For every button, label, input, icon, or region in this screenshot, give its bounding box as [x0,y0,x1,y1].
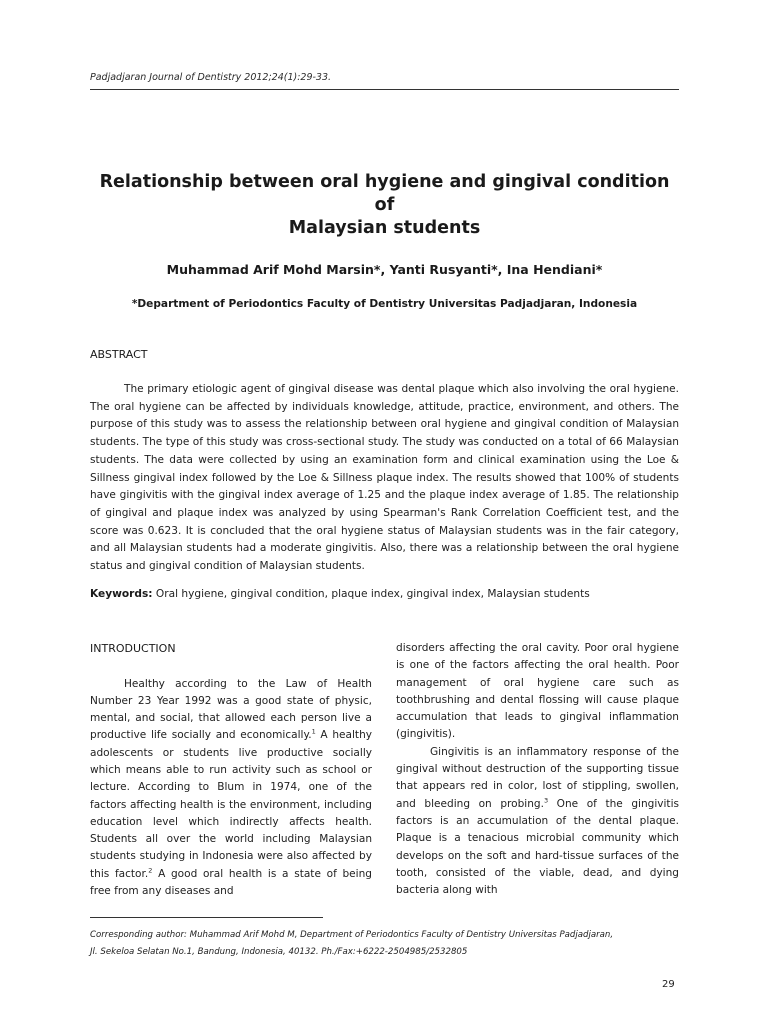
title-line-1: Relationship between oral hygiene and gingival condition of [99,172,670,215]
intro-paragraph-2 [396,744,679,900]
introduction-heading: INTRODUCTION [90,642,176,655]
citation-ref: 3 [543,796,549,805]
intro-text: One of the gingivitis factors is an accumulation of the dental plaque. Plaque is a tenacious microbial community which develops on the soft and hard-tissue surfaces of the tooth, consisted of the viable, dead, and dying bacteria along with [396,797,679,897]
article-title [90,171,679,240]
footnote-divider [90,917,323,918]
abstract-heading: ABSTRACT [90,348,148,361]
right-column [396,640,679,899]
citation-ref: 2 [148,866,153,875]
keywords [90,588,679,600]
journal-citation: Padjadjaran Journal of Dentistry 2012;24(1):29-33. [90,72,332,83]
intro-text: A healthy adolescents or students live productive socially which means able to run activity such as school or lecture. According to Blum in 1974, one of the factors affecting health is the environment, including education level which indirectly affects health. Students all over the world including Malaysian students studying in Indonesia were also affected by this factor. [90,729,372,880]
keywords-label: Keywords: [90,588,153,600]
intro-paragraph-continued: disorders affecting the oral cavity. Poor oral hygiene is one of the factors affecting the oral health. Poor management of oral hygiene care such as toothbrushing and dental flossing will cause plaque accumulation that leads to gingival inflammation (gingivitis). [396,642,679,741]
affiliation: *Department of Periodontics Faculty of Dentistry Universitas Padjadjaran, Indonesia [131,298,638,310]
intro-text: Gingivitis is an inflammatory response of the gingival without destruction of the supporting tissue that appears red in color, lost of stippling, swollen, and bleeding on probing. [396,745,679,810]
author-list: Muhammad Arif Mohd Marsin*, Yanti Rusyanti*, Ina Hendiani* [166,262,603,277]
corresponding-author-footnote [90,927,690,961]
header-divider [90,89,679,90]
intro-text: Healthy according to the Law of Health Number 23 Year 1992 was a good state of physic, mental, and social, that allowed each person live a productive life socially and economically. [90,677,372,742]
left-column [90,640,372,900]
citation-ref: 1 [311,727,316,736]
footnote-line-1: Corresponding author: Muhammad Arif Mohd M, Department of Periodontics Faculty of Dentistry Universitas Padjadjaran, [90,930,614,940]
keywords-text: Oral hygiene, gingival condition, plaque index, gingival index, Malaysian students [152,588,590,600]
footnote-line-2: Jl. Sekeloa Selatan No.1, Bandung, Indonesia, 40132. Ph./Fax:+6222-2504985/2532805 [90,947,468,957]
intro-text: A good oral health is a state of being free from any diseases and [90,867,372,898]
abstract-text: The primary etiologic agent of gingival disease was dental plaque which also involving the oral hygiene. The oral hygiene can be affected by individuals knowledge, attitude, practice, environment, and others. The purpose of this study was to assess the relationship between oral hygiene and gingival condition of Malaysian students. The type of this study was cross-sectional study. The study was conducted on a total of 66 Malaysian students. The data were collected by using an examination form and clinical examination using the Loe & Sillness gingival index followed by the Loe & Sillness plaque index. The results showed that 100% of students have gingivitis with the gingival index average of 1.25 and the plaque index average of 1.85. The relationship of gingival and plaque index was analyzed by using Spearman's Rank Correlation Coefficient test, and the score was 0.623. It is concluded that the oral hygiene status of Malaysian students was in the fair category, and all Malaysian students had a moderate gingivitis. Also, there was a relationship between the oral hygiene status and gingival condition of Malaysian students. [90,383,679,573]
page-number: 29 [662,979,675,990]
title-line-2: Malaysian students [288,218,481,238]
intro-paragraph-1 [90,676,372,901]
